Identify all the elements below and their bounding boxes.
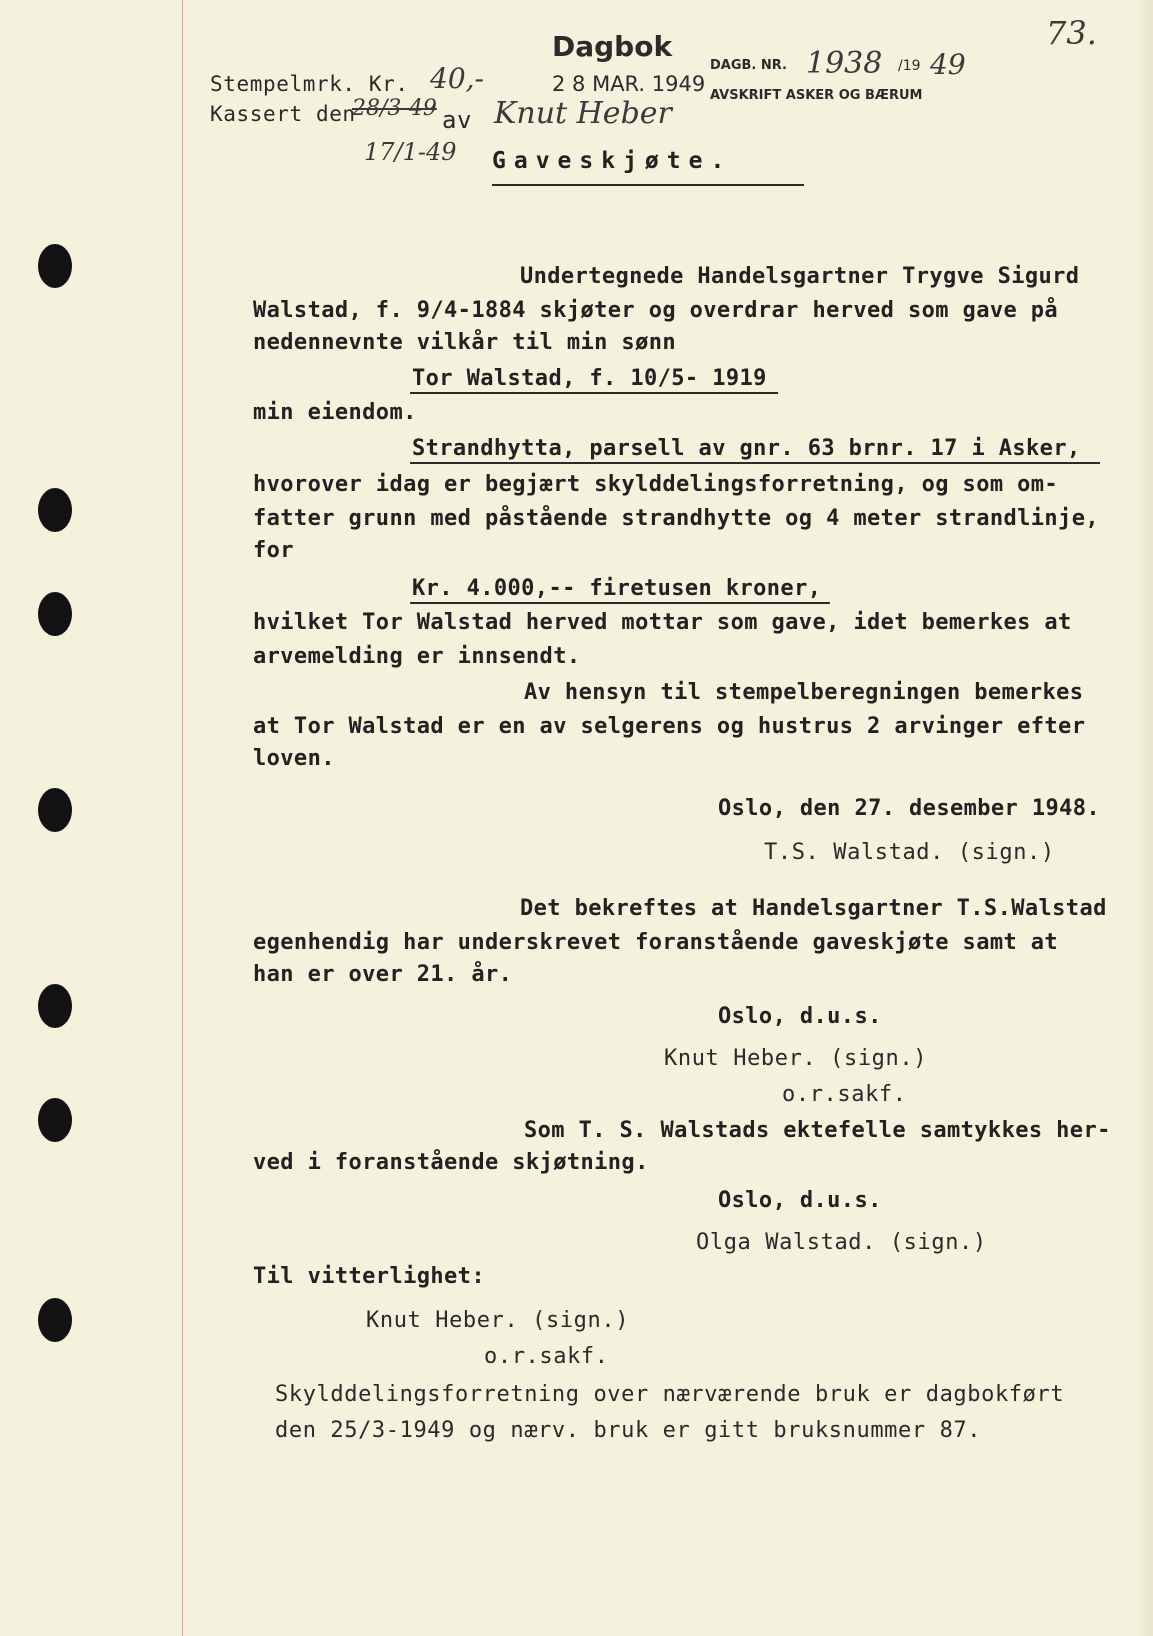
binder-hole — [38, 1098, 72, 1142]
page-edge-shadow — [1139, 0, 1153, 1636]
signature-line: Knut Heber. (sign.) — [366, 1308, 630, 1333]
stamp-line-label: Stempelmrk. Kr. — [210, 72, 409, 96]
cash-date-struck: 28/3-49 — [352, 96, 437, 121]
note-line: Skylddelingsforretning over nærværende bruk er dagbokført — [275, 1382, 1065, 1407]
page-number: 73. — [1046, 14, 1097, 52]
body-line: min eiendom. — [253, 400, 417, 425]
binder-hole — [38, 1298, 72, 1342]
cash-line-label: Kassert den — [210, 102, 356, 126]
dagbok-stamp-date: 2 8 MAR. 1949 — [552, 72, 706, 96]
body-line: Som T. S. Walstads ektefelle samtykkes her- — [524, 1118, 1111, 1143]
place-date: Oslo, den 27. desember 1948. — [718, 796, 1101, 821]
binder-hole — [38, 244, 72, 288]
place-line: Oslo, d.u.s. — [718, 1188, 882, 1213]
body-line: hvorover idag er begjært skylddelingsforretning, og som om- — [253, 472, 1059, 497]
body-line: at Tor Walstad er en av selgerens og hustrus 2 arvinger efter — [253, 714, 1086, 739]
binder-hole — [38, 592, 72, 636]
stamp-amount: 40,- — [430, 62, 484, 95]
body-line: egenhendig har underskrevet foranstående gaveskjøte samt at — [253, 930, 1059, 955]
body-line: nedennevnte vilkår til min sønn — [253, 330, 676, 355]
cash-signature: Knut Heber — [494, 96, 672, 131]
dagb-year-prefix: /19 — [898, 58, 921, 74]
binder-hole — [38, 984, 72, 1028]
note-line: den 25/3-1949 og nærv. bruk er gitt bruksnummer 87. — [275, 1418, 982, 1443]
body-line: for — [253, 538, 294, 563]
title-underline — [492, 184, 804, 186]
dagb-nr-label: DAGB. NR. — [710, 58, 787, 73]
document-title: Gaveskjøte. — [492, 148, 733, 174]
side-date: 17/1-49 — [364, 138, 457, 166]
signature-title: o.r.sakf. — [484, 1344, 609, 1369]
body-line: han er over 21. år. — [253, 962, 513, 987]
body-line: arvemelding er innsendt. — [253, 644, 581, 669]
amount-underline — [410, 602, 830, 604]
dagbok-stamp-label: Dagbok — [552, 30, 673, 63]
binder-hole — [38, 488, 72, 532]
body-line: hvilket Tor Walstad herved mottar som gave, idet bemerkes at — [253, 610, 1072, 635]
body-line: Walstad, f. 9/4-1884 skjøter og overdrar herved som gave på — [253, 298, 1059, 323]
recipient-underline — [410, 392, 778, 394]
body-line: Det bekreftes at Handelsgartner T.S.Walstad — [520, 896, 1107, 921]
body-line: Av hensyn til stempelberegningen bemerkes — [524, 680, 1084, 705]
avskrift-stamp: AVSKRIFT ASKER OG BÆRUM — [710, 88, 923, 103]
property-underline — [410, 462, 1100, 464]
witness-label: Til vitterlighet: — [253, 1264, 485, 1289]
cash-av: av — [442, 106, 473, 134]
recipient-line: Tor Walstad, f. 10/5- 1919 — [412, 366, 767, 391]
body-line: fatter grunn med påstående strandhytte og 4 meter strandlinje, — [253, 506, 1099, 531]
signature-line: Olga Walstad. (sign.) — [696, 1230, 987, 1255]
signature-line: T.S. Walstad. (sign.) — [764, 840, 1055, 865]
amount-line: Kr. 4.000,-- firetusen kroner, — [412, 576, 822, 601]
margin-line — [182, 0, 183, 1636]
body-line: Undertegnede Handelsgartner Trygve Sigurd — [520, 264, 1080, 289]
property-line: Strandhytta, parsell av gnr. 63 brnr. 17 i Asker, — [412, 436, 1081, 461]
signature-title: o.r.sakf. — [782, 1082, 907, 1107]
body-line: ved i foranstående skjøtning. — [253, 1150, 649, 1175]
binder-hole — [38, 788, 72, 832]
signature-line: Knut Heber. (sign.) — [664, 1046, 928, 1071]
dagb-nr-value: 1938 — [806, 46, 883, 81]
place-line: Oslo, d.u.s. — [718, 1004, 882, 1029]
dagb-year: 49 — [930, 48, 966, 81]
body-line: loven. — [253, 746, 335, 771]
